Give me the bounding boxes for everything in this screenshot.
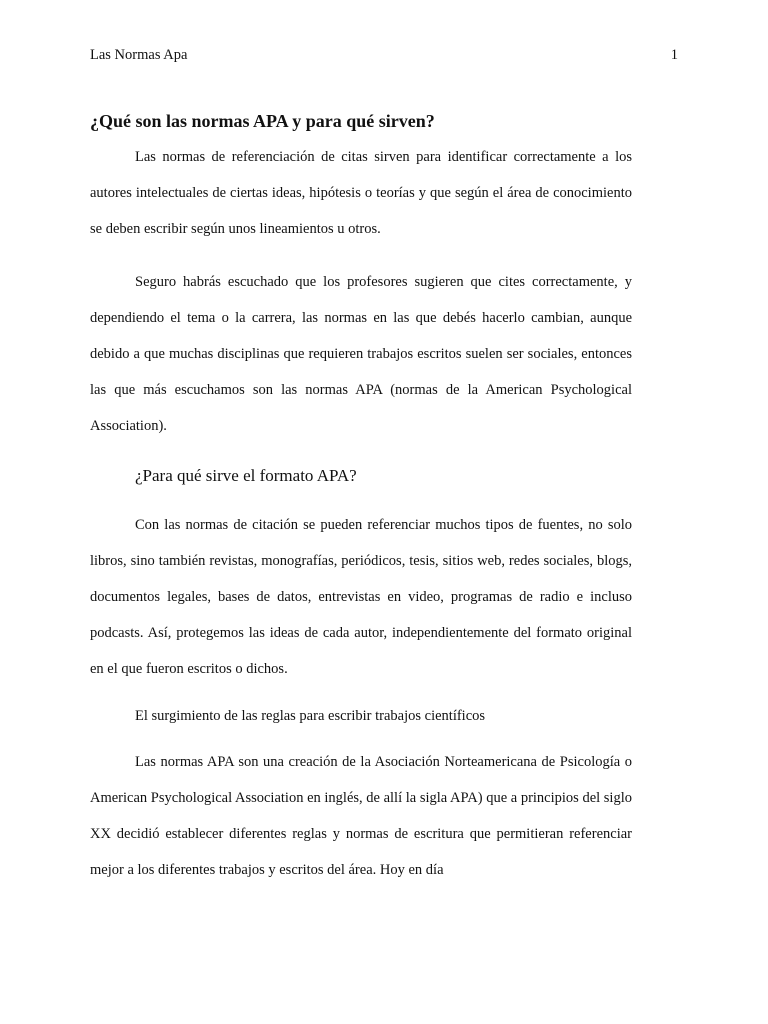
paragraph-citation-sources: Con las normas de citación se pueden referenciar muchos tipos de fuentes, no solo libros, sino también revistas, monografías, periódicos, tesis, sitios web, redes sociales, blogs, documentos legales, bases de datos, entrevistas en video, programas de radio e incluso podcasts. Así, protegemos las ideas de cada autor, independientemente del formato original en el que fueron escritos o dichos. xyxy=(90,517,632,677)
document-body xyxy=(90,110,632,889)
paragraph-spacer xyxy=(90,487,632,508)
document-title: ¿Qué son las normas APA y para qué sirven? xyxy=(90,111,435,131)
paragraph-spacer xyxy=(90,727,632,745)
subheading-apa-format: ¿Para qué sirve el formato APA? xyxy=(135,466,357,486)
paragraph-spacer xyxy=(90,247,632,265)
paragraph-apa-origin: Las normas APA son una creación de la Asociación Norteamericana de Psicología o American Psychological Association en inglés, de allí la sigla APA) que a principios del siglo XX decidió establecer diferentes reglas y normas de escritura que permitieran referenciar mejor a los diferentes trabajos y escritos del área. Hoy en día xyxy=(90,754,632,878)
paragraph-professors: Seguro habrás escuchado que los profesores sugieren que cites correctamente, y dependiendo el tema o la carrera, las normas en las que debés hacerlo cambian, aunque debido a que muchas disciplinas que requieren trabajos escritos suelen ser sociales, entonces las que más escuchamos son las normas APA (normas de la American Psychological Association). xyxy=(90,274,632,434)
paragraph-spacer xyxy=(90,687,632,705)
page-number: 1 xyxy=(670,47,678,63)
paragraph-intro: Las normas de referenciación de citas sirven para identificar correctamente a los autores intelectuales de ciertas ideas, hipótesis o teorías y que según el área de conocimiento se deben escribir según unos lineamientos u otros. xyxy=(90,149,632,237)
subheading-origin: El surgimiento de las reglas para escribir trabajos científicos xyxy=(135,708,486,725)
paragraph-spacer xyxy=(90,444,632,465)
running-head: Las Normas Apa xyxy=(90,47,188,63)
